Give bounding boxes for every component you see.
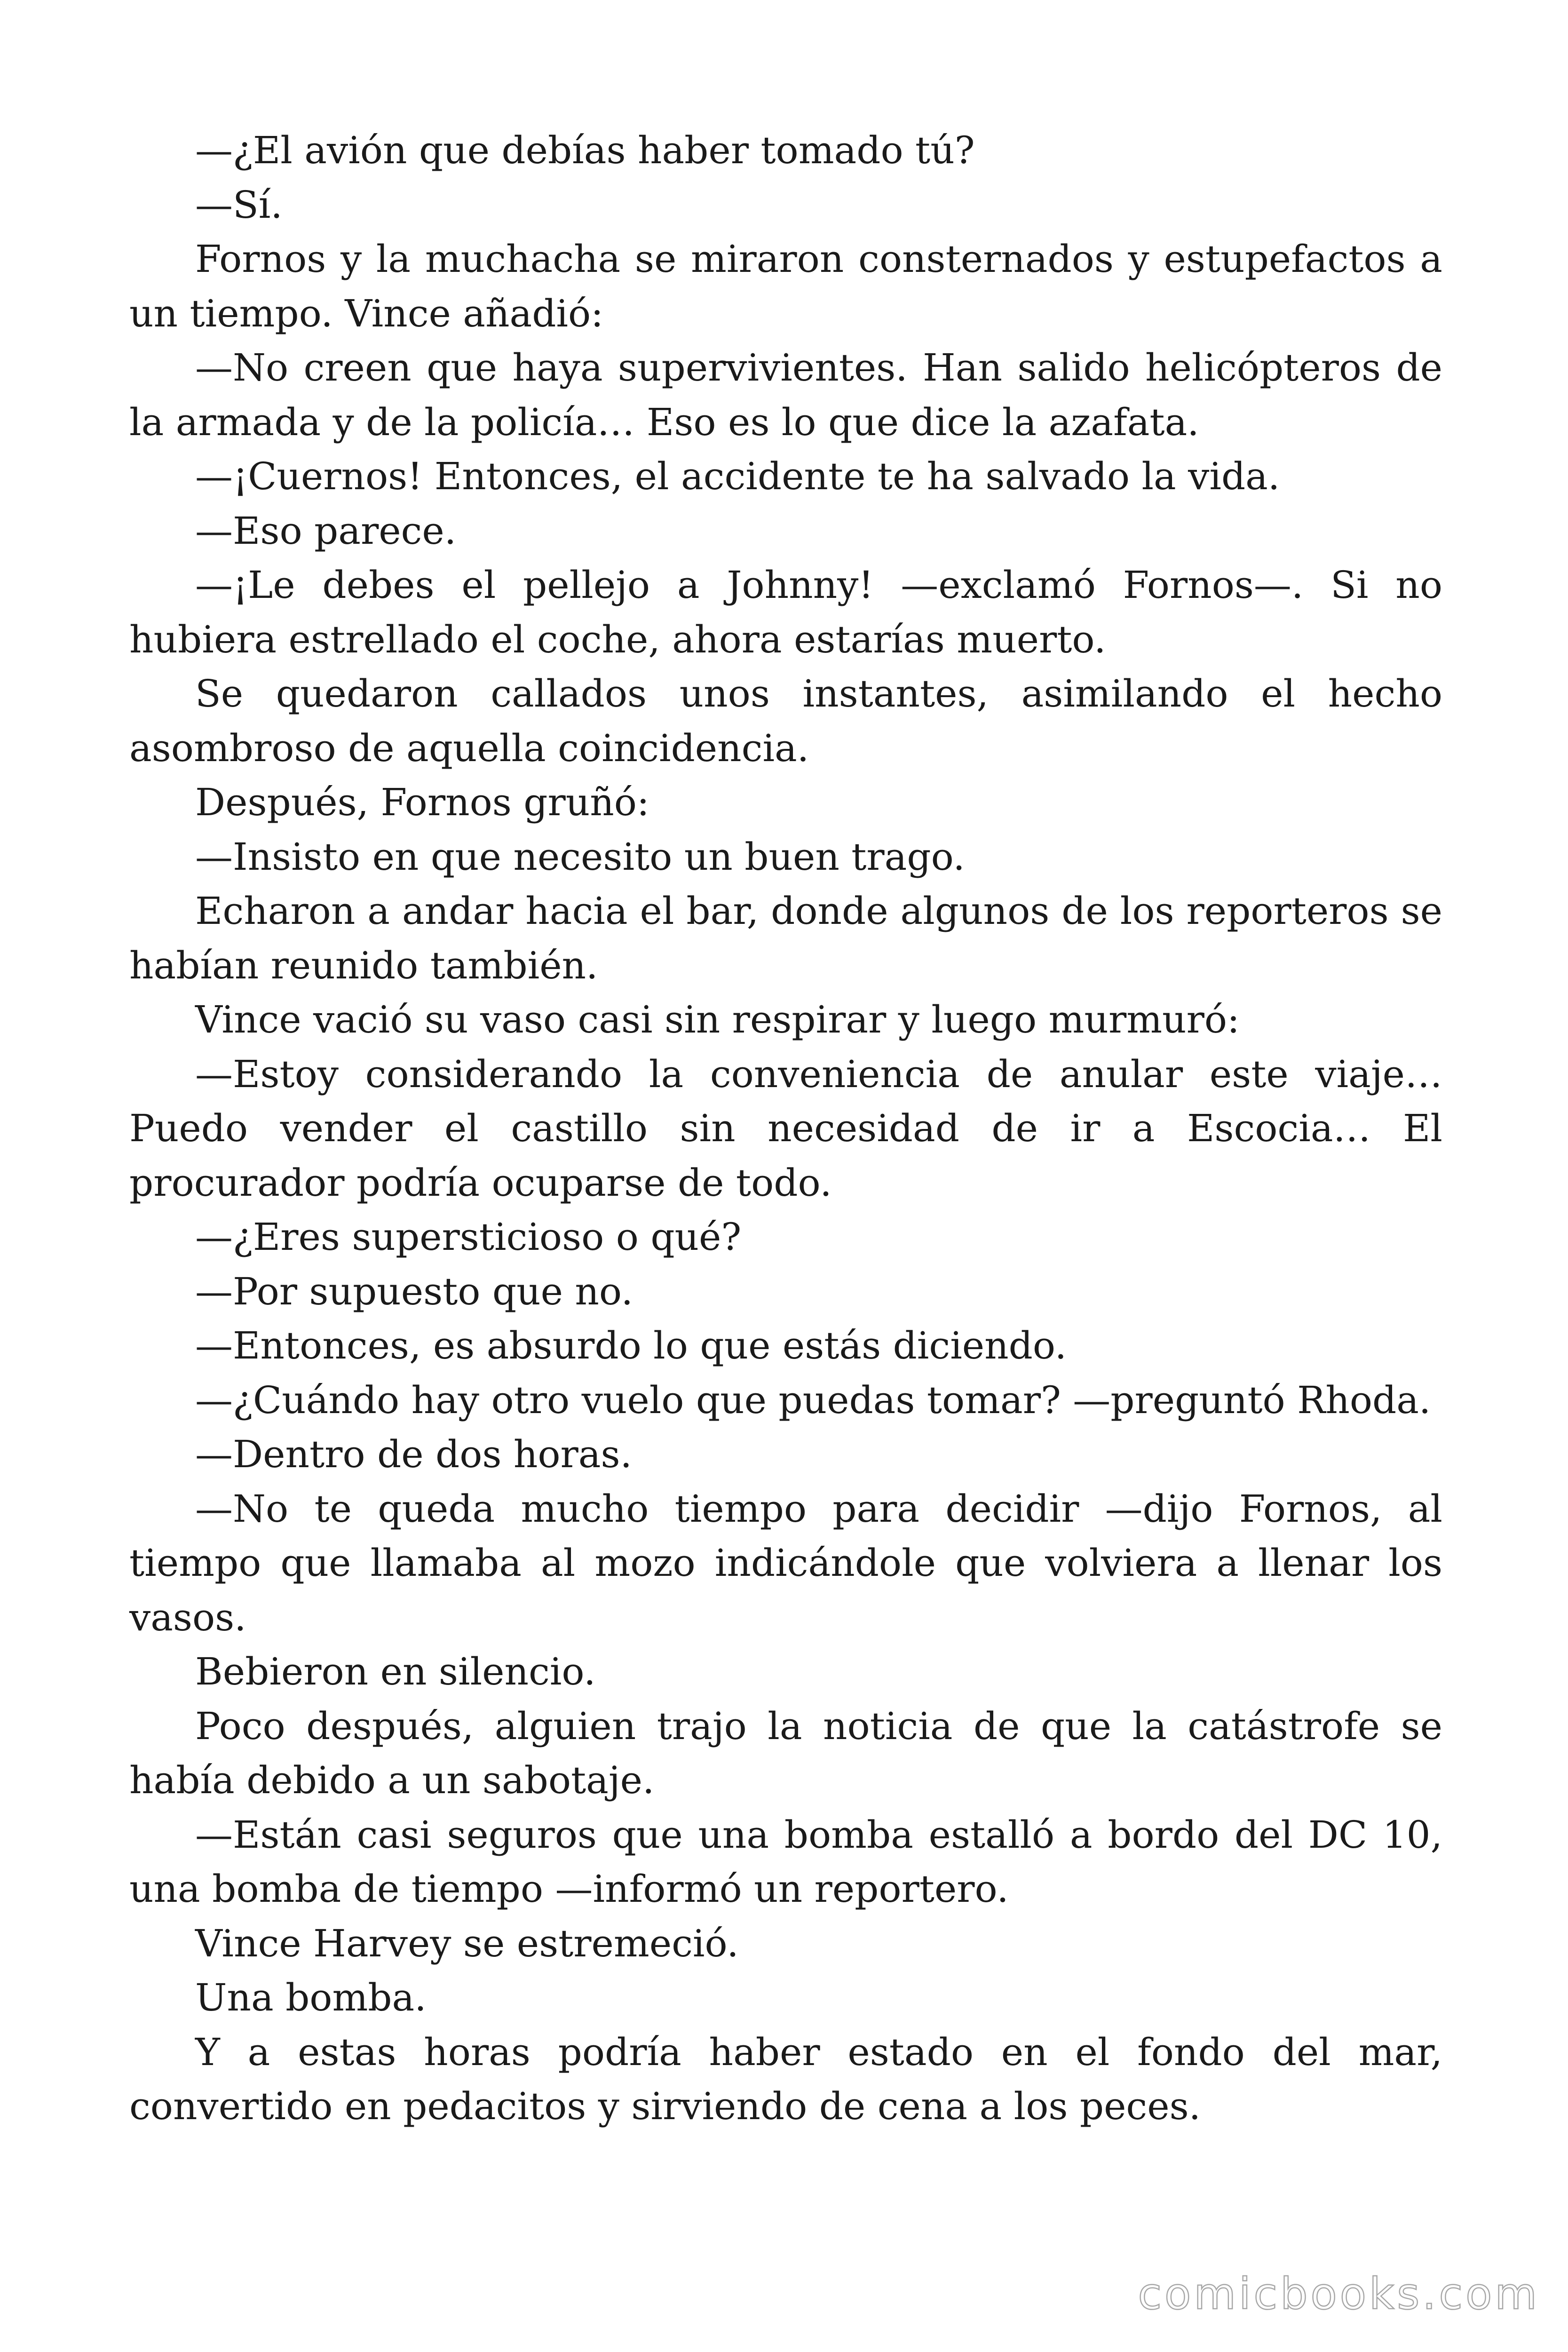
paragraph: —¿El avión que debías haber tomado tú?: [195, 128, 975, 172]
paragraph: Vince vació su vaso casi sin respirar y luego murmuró:: [195, 998, 1240, 1041]
watermark: comicbooks.com: [1138, 2269, 1540, 2319]
paragraph: Y a estas horas podría haber estado en el fondo del mar, convertido en pedacitos y sirviendo de cena a los peces.: [129, 2030, 1442, 2128]
paragraph: Fornos y la muchacha se miraron consternados y estupefactos a un tiempo. Vince añadió:: [129, 237, 1442, 335]
paragraph: —Insisto en que necesito un buen trago.: [195, 834, 965, 879]
paragraph: —Sí.: [195, 183, 283, 227]
paragraph: Después, Fornos gruñó:: [195, 780, 649, 824]
paragraph: —Estoy considerando la conveniencia de anular este viaje… Puedo vender el castillo sin necesidad de ir a Escocia… El procurador podría ocuparse de todo.: [129, 1052, 1442, 1205]
paragraph: Se quedaron callados unos instantes, asimilando el hecho asombroso de aquella coincidencia.: [129, 672, 1442, 770]
paragraph: —¡Le debes el pellejo a Johnny! —exclamó Fornos—. Si no hubiera estrellado el coche, ahora estarías muerto.: [129, 563, 1442, 661]
paragraph: —Dentro de dos horas.: [195, 1432, 632, 1476]
paragraph: Una bomba.: [195, 1976, 427, 2019]
paragraph: —No te queda mucho tiempo para decidir —dijo Fornos, al tiempo que llamaba al mozo indicándole que volviera a llenar los vasos.: [129, 1486, 1442, 1639]
paragraph: —¿Eres supersticioso o qué?: [195, 1215, 742, 1259]
paragraph: —Eso parece.: [195, 509, 457, 553]
paragraph: —No creen que haya supervivientes. Han salido helicópteros de la armada y de la policía… Eso es lo que dice la azafata.: [129, 346, 1442, 444]
paragraph: Poco después, alguien trajo la noticia de que la catástrofe se había debido a un sabotaje.: [129, 1704, 1442, 1802]
paragraph: Bebieron en silencio.: [195, 1650, 596, 1693]
paragraph: —Por supuesto que no.: [195, 1269, 634, 1313]
paragraph: Echaron a andar hacia el bar, donde algunos de los reporteros se habían reunido también.: [129, 889, 1442, 987]
body-text: [129, 123, 1442, 2134]
paragraph: —Están casi seguros que una bomba estalló a bordo del DC 10, una bomba de tiempo —informó un reportero.: [129, 1812, 1442, 1911]
paragraph: —¿Cuándo hay otro vuelo que puedas tomar? —preguntó Rhoda.: [195, 1378, 1431, 1422]
paragraph: Vince Harvey se estremeció.: [195, 1921, 739, 1965]
paragraph: —¡Cuernos! Entonces, el accidente te ha salvado la vida.: [195, 454, 1280, 498]
paragraph: —Entonces, es absurdo lo que estás diciendo.: [195, 1324, 1067, 1367]
